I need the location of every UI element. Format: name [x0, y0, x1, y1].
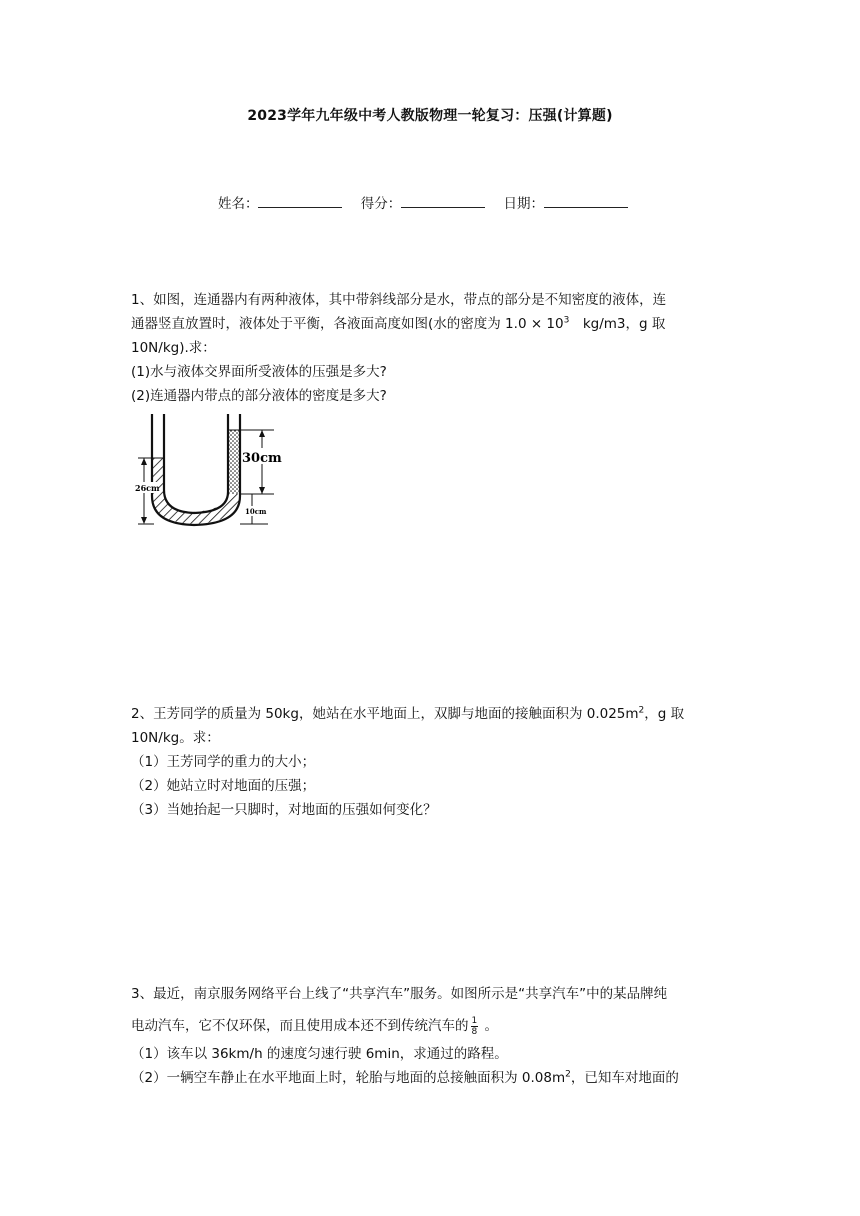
left-arrow-up — [141, 458, 147, 465]
q1-line2-tail: kg/m3，g 取 — [569, 316, 666, 332]
q3-line1: 3、最近，南京服务网络平台上线了“共享汽车”服务。如图所示是“共享汽车”中的某品牌纯 — [131, 986, 668, 1002]
water-region — [152, 458, 240, 524]
date-blank[interactable] — [544, 195, 628, 208]
label-10cm: 10cm — [245, 507, 267, 516]
q1-sub2: (2)连通器内带点的部分液体的密度是多大? — [131, 388, 387, 404]
fraction-numerator: 1 — [471, 1015, 478, 1026]
q3-sub1: （1）该车以 36km/h 的速度匀速行驶 6min，求通过的路程。 — [131, 1046, 508, 1062]
q3-sub2-tail: ，已知车对地面的 — [570, 1070, 679, 1086]
q3-sub2-text: （2）一辆空车静止在水平地面上时，轮胎与地面的总接触面积为 0.08m — [131, 1070, 566, 1086]
q1-sub1: (1)水与液体交界面所受液体的压强是多大? — [131, 364, 387, 380]
q1-line3: 10N/kg).求： — [131, 340, 216, 356]
date-label: 日期： — [503, 196, 545, 212]
unknown-liquid-region — [228, 430, 240, 494]
q2-sub2: （2）她站立时对地面的压强； — [131, 778, 316, 794]
q3-sub2 — [131, 1066, 731, 1090]
q2-exponent: 2 — [638, 705, 645, 716]
question-1 — [131, 288, 731, 408]
fraction-one-eighth — [471, 1016, 479, 1037]
u-tube-inner-wall — [164, 414, 228, 513]
right-arrow-down — [259, 487, 265, 494]
q1-exponent: 3 — [563, 315, 570, 326]
q3-exponent: 2 — [565, 1069, 571, 1080]
score-blank[interactable] — [401, 195, 485, 208]
name-blank[interactable] — [258, 195, 342, 208]
fraction-denominator: 8 — [471, 1026, 478, 1037]
name-label: 姓名： — [217, 196, 259, 212]
document-title: 2023学年九年级中考人教版物理一轮复习：压强(计算题) — [247, 108, 613, 124]
question-3 — [131, 982, 731, 1090]
right-arrow-up — [259, 430, 265, 437]
question-2 — [131, 702, 731, 822]
q1-line1: 1、如图，连通器内有两种液体，其中带斜线部分是水，带点的部分是不知密度的液体，连 — [131, 292, 667, 308]
q2-line1-text: 2、王芳同学的质量为 50kg，她站在水平地面上，双脚与地面的接触面积为 0.025m — [131, 706, 639, 722]
label-26cm: 26cm — [135, 483, 160, 493]
q3-line2-text: 电动汽车，它不仅环保，而且使用成本还不到传统汽车的 — [131, 1018, 469, 1034]
left-arrow-down — [141, 517, 147, 524]
q2-sub3: （3）当她抬起一只脚时，对地面的压强如何变化？ — [131, 802, 437, 818]
q3-line2 — [131, 1014, 731, 1038]
q3-line2-tail: 。 — [480, 1018, 499, 1034]
student-info-row — [0, 192, 860, 212]
q2-line2: 10N/kg。求： — [131, 730, 220, 746]
q1-line2 — [131, 312, 731, 336]
q2-line1 — [131, 702, 731, 726]
q1-line2-text: 通器竖直放置时，液体处于平衡，各液面高度如图(水的密度为 1.0 × 10 — [131, 316, 564, 332]
label-30cm: 30cm — [242, 451, 282, 466]
q2-line1-tail: ，g 取 — [644, 706, 685, 722]
u-tube-diagram — [134, 410, 284, 528]
q2-sub1: （1）王芳同学的重力的大小； — [131, 754, 316, 770]
score-label: 得分： — [360, 196, 402, 212]
